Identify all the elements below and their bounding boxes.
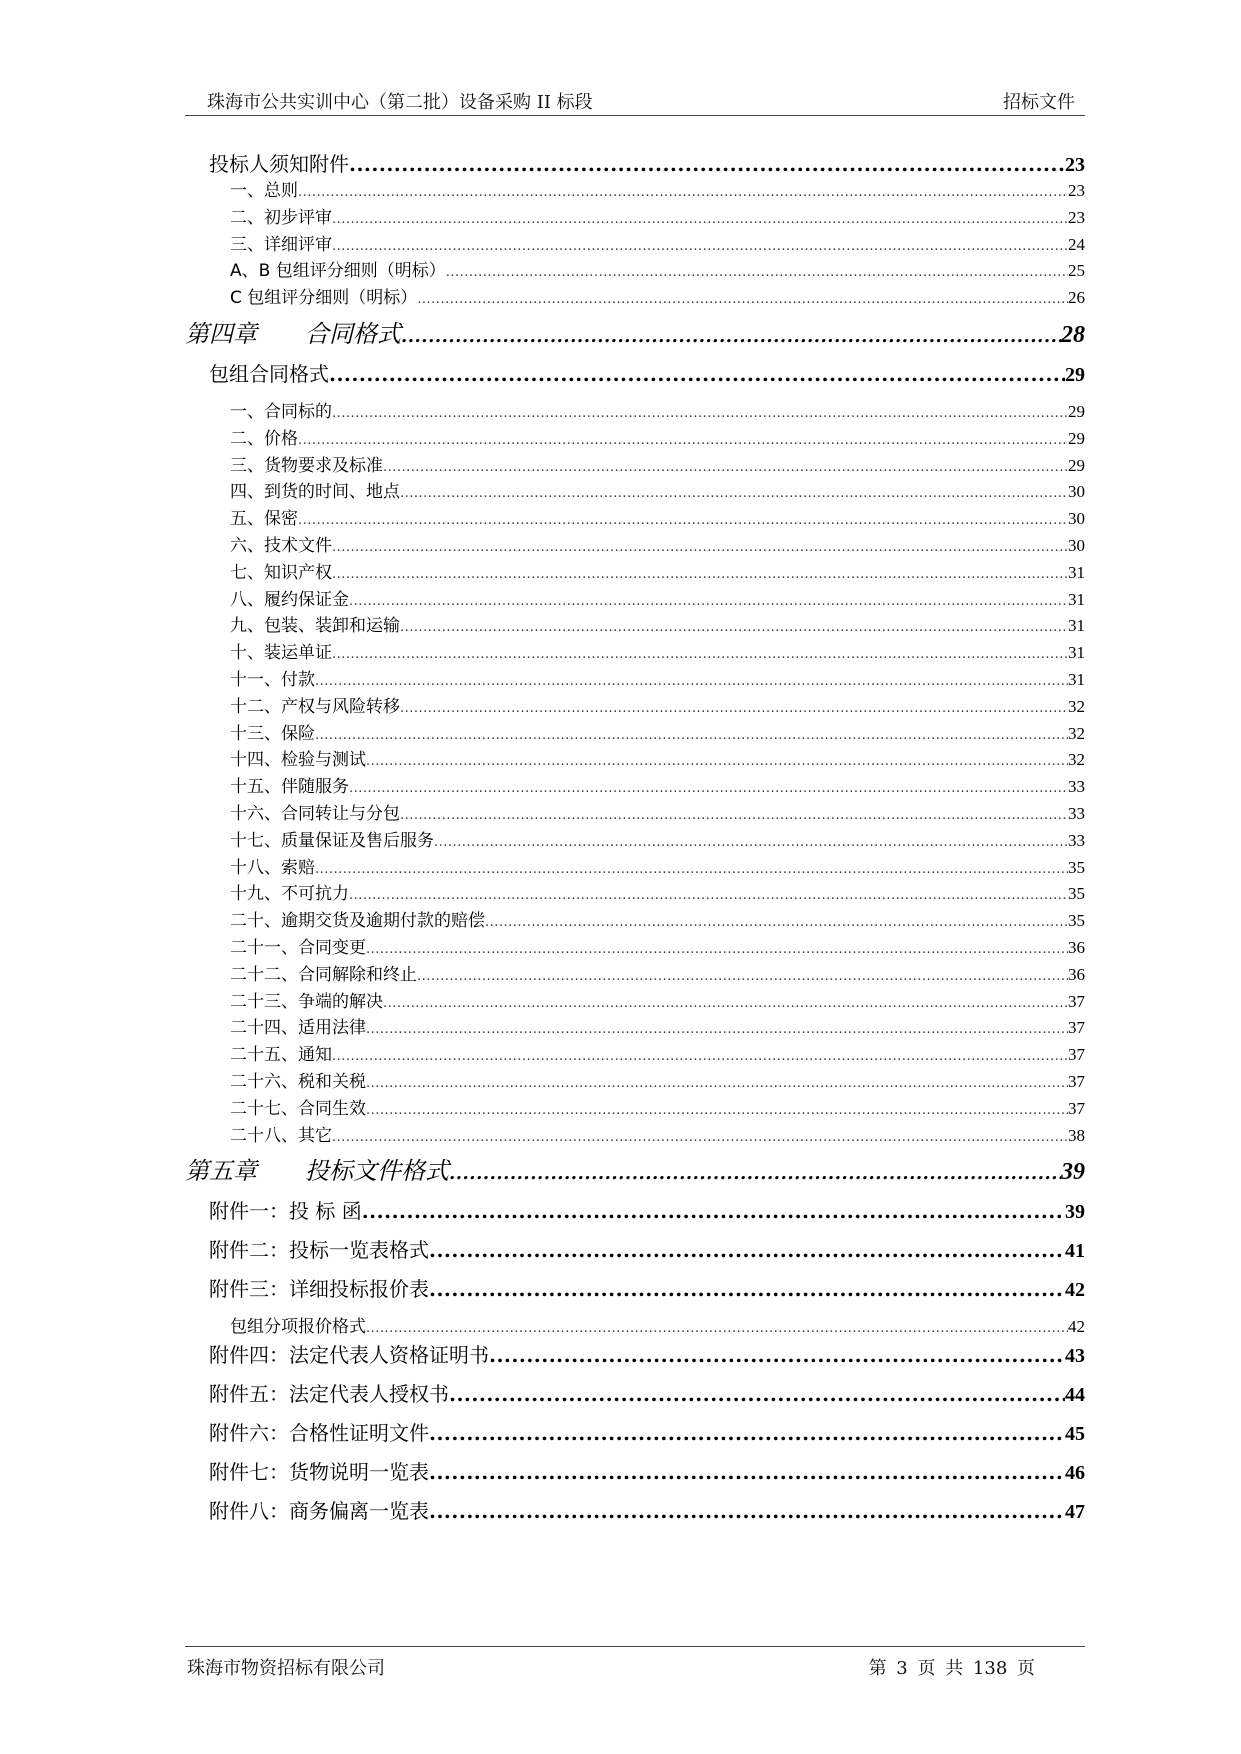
toc-leader-dots — [417, 292, 1068, 307]
toc-subsection[interactable] — [185, 665, 1085, 692]
toc-leader-dots — [366, 1022, 1068, 1037]
toc-page-number: 24 — [1068, 234, 1085, 254]
toc-entry-label: 六、技术文件 — [230, 535, 332, 556]
toc-entry-label: 四、到货的时间、地点 — [230, 482, 400, 503]
toc-page-number: 37 — [1068, 1071, 1085, 1091]
toc-leader-dots — [315, 728, 1068, 743]
toc-page-number: 47 — [1065, 1501, 1085, 1524]
toc-subsection[interactable] — [185, 826, 1085, 853]
toc-leader-dots — [429, 1421, 1065, 1445]
toc-subsection[interactable] — [185, 1121, 1085, 1148]
toc-page-number: 42 — [1065, 1279, 1085, 1302]
toc-leader-dots — [417, 969, 1068, 984]
toc-page-number: 23 — [1068, 207, 1085, 227]
toc-leader-dots — [485, 915, 1068, 930]
toc-entry-label — [185, 314, 401, 349]
toc-section[interactable] — [185, 1273, 1085, 1312]
toc-entry-label: 包组分项报价格式 — [230, 1317, 366, 1338]
toc-leader-dots — [401, 326, 1061, 347]
toc-page-number: 35 — [1068, 857, 1085, 877]
toc-entry-label: 二十七、合同生效 — [230, 1098, 366, 1119]
toc-leader-dots — [349, 152, 1065, 176]
toc-entry-label: 包组合同格式 — [209, 361, 329, 386]
toc-page-number: 39 — [1061, 1159, 1085, 1186]
toc-subsection[interactable] — [185, 451, 1085, 478]
toc-subsection[interactable] — [185, 1013, 1085, 1040]
toc-subsection[interactable] — [185, 933, 1085, 960]
toc-subsection[interactable] — [185, 745, 1085, 772]
toc-page-number: 42 — [1068, 1317, 1085, 1337]
toc-subsection[interactable] — [185, 256, 1085, 283]
toc-leader-dots — [349, 888, 1068, 903]
toc-page-number: 31 — [1068, 589, 1085, 609]
toc-leader-dots — [366, 1103, 1068, 1118]
toc-page-number: 41 — [1065, 1240, 1085, 1263]
header-doc-type: 招标文件 — [1003, 92, 1075, 113]
toc-section[interactable] — [185, 1378, 1085, 1417]
toc-subsection[interactable] — [185, 799, 1085, 826]
toc-page-number: 46 — [1065, 1462, 1085, 1485]
toc-entry-label: 十八、索赔 — [230, 857, 315, 878]
footer-company: 珠海市物资招标有限公司 — [187, 1658, 385, 1679]
toc-entry-label: 十一、付款 — [230, 669, 315, 690]
toc-page-number: 33 — [1068, 803, 1085, 823]
toc-leader-dots — [332, 239, 1068, 254]
toc-entry-label: 七、知识产权 — [230, 562, 332, 583]
toc-entry-label: 三、货物要求及标准 — [230, 455, 383, 476]
toc-leader-dots — [298, 185, 1068, 200]
toc-leader-dots — [349, 781, 1068, 796]
toc-entry-label: 附件七：货物说明一览表 — [209, 1460, 429, 1485]
toc-entry-label: 附件八：商务偏离一览表 — [209, 1499, 429, 1524]
toc-entry-label: 附件二：投标一览表格式 — [209, 1238, 429, 1263]
toc-entry-label: 九、包装、装卸和运输 — [230, 616, 400, 637]
toc-leader-dots — [298, 513, 1068, 528]
toc-leader-dots — [366, 1076, 1068, 1091]
chapter-number: 第四章 — [185, 321, 257, 348]
toc-leader-dots — [315, 862, 1068, 877]
toc-leader-dots — [400, 486, 1068, 501]
toc-entry-label: 八、履约保证金 — [230, 589, 349, 610]
toc-entry-label: 投标人须知附件 — [209, 152, 349, 176]
toc-entry-label: 二十四、适用法律 — [230, 1018, 366, 1039]
toc-page-number: 37 — [1068, 1018, 1085, 1038]
toc-page-number: 38 — [1068, 1125, 1085, 1145]
toc-leader-dots — [329, 362, 1065, 386]
toc-page-number: 32 — [1068, 696, 1085, 716]
toc-subsection[interactable] — [185, 906, 1085, 933]
toc-section[interactable] — [185, 1234, 1085, 1273]
toc-section[interactable] — [185, 1195, 1085, 1234]
toc-subsection[interactable] — [185, 1067, 1085, 1094]
toc-leader-dots — [400, 620, 1068, 635]
toc-page-number: 37 — [1068, 991, 1085, 1011]
toc-section[interactable] — [185, 1495, 1085, 1534]
toc-subsection[interactable] — [185, 531, 1085, 558]
toc-page-number: 23 — [1068, 181, 1085, 200]
toc-entry-label: 一、合同标的 — [230, 401, 332, 422]
header-rule — [185, 115, 1085, 116]
toc-page-number: 43 — [1065, 1345, 1085, 1368]
toc-entry-label: 十六、合同转让与分包 — [230, 803, 400, 824]
toc-page-number: 45 — [1065, 1423, 1085, 1446]
toc-leader-dots — [366, 942, 1068, 957]
toc-page-number: 31 — [1068, 643, 1085, 663]
toc-leader-dots — [449, 1382, 1065, 1406]
toc-leader-dots — [332, 647, 1068, 662]
toc-subsection[interactable] — [185, 772, 1085, 799]
toc-page-number: 26 — [1068, 288, 1085, 308]
toc-entry-label: 十二、产权与风险转移 — [230, 696, 400, 717]
toc-entry-label: 二十、逾期交货及逾期付款的赔偿 — [230, 911, 485, 932]
toc-subsection[interactable] — [185, 230, 1085, 257]
toc-leader-dots — [429, 1499, 1065, 1523]
toc-subsection[interactable] — [185, 611, 1085, 638]
toc-subsection[interactable] — [185, 638, 1085, 665]
toc-page-number: 33 — [1068, 777, 1085, 797]
toc-page-number: 30 — [1068, 535, 1085, 555]
toc-subsection[interactable] — [185, 283, 1085, 310]
toc-section[interactable] — [185, 1339, 1085, 1378]
toc-leader-dots — [366, 754, 1068, 769]
toc-leader-dots — [400, 701, 1068, 716]
toc-entry-label: 附件一：投 标 函 — [209, 1199, 362, 1224]
toc-section[interactable] — [185, 358, 1085, 397]
toc-subsection[interactable] — [185, 719, 1085, 746]
footer-page-info: 第 3 页 共 138 页 — [868, 1658, 1035, 1679]
header-title: 珠海市公共实训中心（第二批）设备采购 II 标段 — [207, 92, 593, 113]
toc-subsection[interactable] — [185, 203, 1085, 230]
toc-page-number: 31 — [1068, 669, 1085, 689]
toc-subsection[interactable] — [185, 987, 1085, 1014]
toc-section[interactable] — [185, 1417, 1085, 1456]
toc-subsection[interactable] — [185, 477, 1085, 504]
toc-page-number: 36 — [1068, 937, 1085, 957]
toc-section[interactable] — [185, 1456, 1085, 1495]
toc-page-number: 31 — [1068, 562, 1085, 582]
toc-entry-label: 附件四：法定代表人资格证明书 — [209, 1343, 489, 1368]
toc-subsection[interactable] — [185, 1312, 1085, 1339]
toc-entry-label: 附件三：详细投标报价表 — [209, 1277, 429, 1302]
toc-page-number: 29 — [1068, 428, 1085, 448]
toc-subsection[interactable] — [185, 558, 1085, 585]
toc-entry-label: 十四、检验与测试 — [230, 750, 366, 771]
toc-page-number: 39 — [1065, 1201, 1085, 1224]
toc-entry-label: 十九、不可抗力 — [230, 884, 349, 905]
toc-entry-label: 二十五、通知 — [230, 1045, 332, 1066]
toc-entry-label: 二十一、合同变更 — [230, 937, 366, 958]
toc-leader-dots — [332, 540, 1068, 555]
toc-leader-dots — [489, 1343, 1065, 1367]
toc-entry-label: 十、装运单证 — [230, 643, 332, 664]
chapter-title: 投标文件格式 — [305, 1159, 449, 1186]
toc-page-number: 35 — [1068, 884, 1085, 904]
toc-leader-dots — [332, 406, 1068, 421]
toc-leader-dots — [332, 567, 1068, 582]
toc-leader-dots — [429, 1238, 1065, 1262]
toc-page-number: 29 — [1065, 363, 1085, 386]
toc-page-number: 44 — [1065, 1384, 1085, 1407]
toc-chapter[interactable] — [185, 1151, 1085, 1195]
footer-rule — [185, 1646, 1085, 1647]
toc-entry-label: 二十六、税和关税 — [230, 1071, 366, 1092]
toc-entry-label: 二、价格 — [230, 428, 298, 449]
toc-entry-label: 十三、保险 — [230, 723, 315, 744]
toc-leader-dots — [366, 1321, 1068, 1336]
toc-entry-label: A、B 包组评分细则（明标） — [230, 261, 446, 282]
toc-chapter[interactable] — [185, 314, 1085, 358]
toc-page-number: 28 — [1061, 321, 1085, 348]
toc-leader-dots — [362, 1199, 1065, 1223]
chapter-title: 合同格式 — [305, 321, 401, 348]
toc-leader-dots — [298, 433, 1068, 448]
toc-page-number: 32 — [1068, 723, 1085, 743]
toc-page-number: 36 — [1068, 964, 1085, 984]
toc-entry-label: 五、保密 — [230, 509, 298, 530]
toc-subsection[interactable] — [185, 1040, 1085, 1067]
toc-leader-dots — [349, 594, 1068, 609]
toc-page-number: 30 — [1068, 509, 1085, 529]
toc-subsection[interactable] — [185, 504, 1085, 531]
chapter-number: 第五章 — [185, 1159, 257, 1186]
toc-page-number: 35 — [1068, 911, 1085, 931]
toc-subsection[interactable] — [185, 424, 1085, 451]
toc-entry-label: 附件五：法定代表人授权书 — [209, 1382, 449, 1407]
toc-leader-dots — [429, 1460, 1065, 1484]
toc-subsection[interactable] — [185, 1094, 1085, 1121]
toc-entry-label: 二十三、争端的解决 — [230, 991, 383, 1012]
toc-page-number: 32 — [1068, 750, 1085, 770]
toc-section[interactable] — [185, 148, 1085, 176]
toc-entry-label: C 包组评分细则（明标） — [230, 288, 418, 309]
toc-subsection[interactable] — [185, 853, 1085, 880]
toc-subsection[interactable] — [185, 397, 1085, 424]
page-footer — [185, 1646, 1085, 1680]
toc-page-number: 31 — [1068, 616, 1085, 636]
toc-leader-dots — [429, 1277, 1065, 1301]
toc-entry-label: 二十二、合同解除和终止 — [230, 964, 417, 985]
toc-page-number: 37 — [1068, 1045, 1085, 1065]
toc-entry-label: 十七、质量保证及售后服务 — [230, 830, 434, 851]
page-header — [185, 86, 1085, 116]
toc-page-number: 25 — [1068, 261, 1085, 281]
toc-subsection[interactable] — [185, 960, 1085, 987]
toc-leader-dots — [446, 265, 1068, 280]
toc-subsection[interactable] — [185, 879, 1085, 906]
toc-leader-dots — [332, 1049, 1068, 1064]
toc-subsection[interactable] — [185, 585, 1085, 612]
toc-leader-dots — [449, 1163, 1061, 1184]
toc-page-number: 30 — [1068, 482, 1085, 502]
toc-leader-dots — [332, 1130, 1068, 1145]
table-of-contents — [185, 148, 1085, 1534]
toc-page-number: 23 — [1065, 154, 1085, 176]
toc-entry-label: 二十八、其它 — [230, 1125, 332, 1146]
toc-page-number: 37 — [1068, 1098, 1085, 1118]
toc-leader-dots — [434, 835, 1068, 850]
toc-entry-label: 十五、伴随服务 — [230, 777, 349, 798]
toc-page-number: 29 — [1068, 401, 1085, 421]
toc-entry-label — [185, 1151, 449, 1186]
toc-subsection[interactable] — [185, 176, 1085, 203]
toc-leader-dots — [332, 212, 1068, 227]
toc-entry-label: 三、详细评审 — [230, 234, 332, 255]
toc-leader-dots — [315, 674, 1068, 689]
toc-entry-label: 二、初步评审 — [230, 207, 332, 228]
toc-leader-dots — [400, 808, 1068, 823]
toc-leader-dots — [383, 996, 1068, 1011]
toc-page-number: 33 — [1068, 830, 1085, 850]
toc-leader-dots — [383, 460, 1068, 475]
toc-subsection[interactable] — [185, 692, 1085, 719]
toc-page-number: 29 — [1068, 455, 1085, 475]
toc-entry-label: 附件六：合格性证明文件 — [209, 1421, 429, 1446]
toc-entry-label: 一、总则 — [230, 181, 298, 201]
